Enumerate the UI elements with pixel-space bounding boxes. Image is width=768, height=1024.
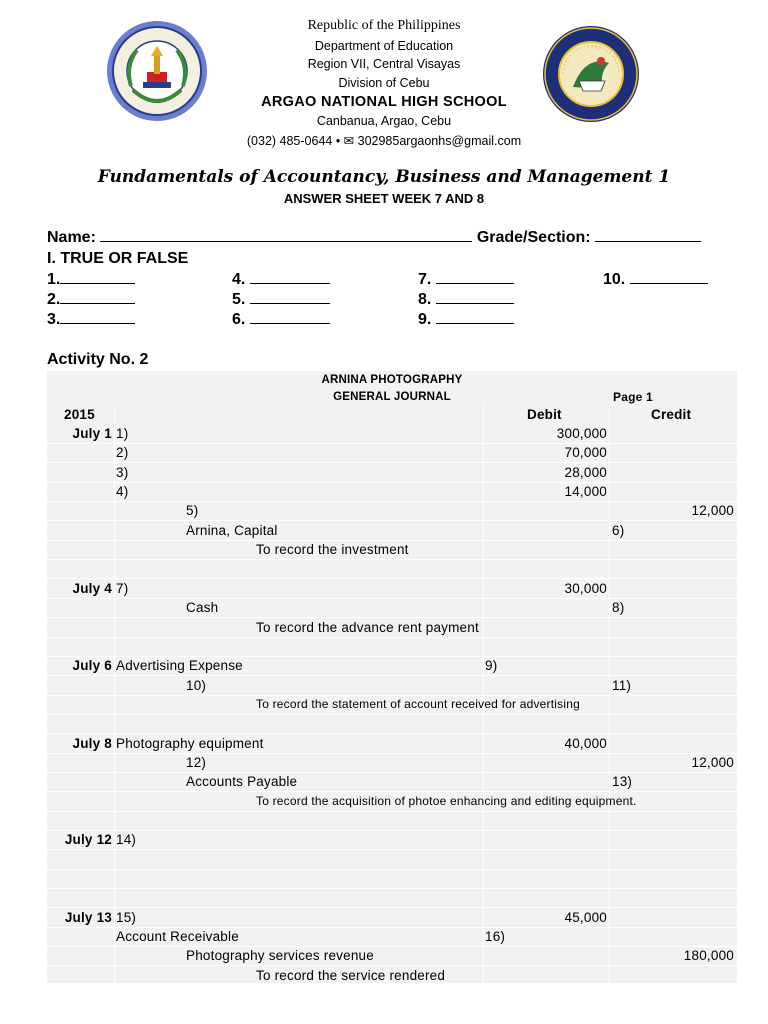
journal-account: To record the statement of account received for advertising: [256, 696, 580, 711]
division-seal-logo: [539, 25, 643, 123]
journal-date: July 1: [72, 426, 112, 441]
tf-item-2: 2.: [47, 291, 135, 309]
tf-item-5: 5.: [232, 291, 330, 309]
activity-heading: Activity No. 2: [47, 351, 149, 368]
document-title: Fundamentals of Accountancy, Business and Management 1: [97, 167, 671, 187]
journal-year: 2015: [64, 407, 95, 422]
department-line: Department of Education: [314, 39, 454, 53]
journal-account: Advertising Expense: [116, 658, 243, 674]
journal-credit: 8): [612, 600, 625, 616]
journal-row: [47, 772, 737, 792]
journal-debit: 300,000: [556, 426, 607, 441]
journal-debit: 70,000: [564, 445, 607, 461]
tf-answer-field[interactable]: [60, 291, 135, 304]
tf-answer-field[interactable]: [60, 311, 135, 324]
journal-account: Cash: [186, 600, 219, 616]
journal-row: [47, 463, 737, 483]
journal-account: Photography equipment: [116, 735, 264, 751]
journal-row: [47, 830, 737, 850]
journal-credit: 180,000: [683, 948, 734, 964]
document-subtitle: ANSWER SHEET WEEK 7 AND 8: [283, 191, 485, 206]
journal-account: 10): [186, 677, 207, 693]
journal-row: [47, 908, 737, 928]
journal-account: Account Receivable: [116, 929, 239, 945]
journal-account: 2): [116, 445, 129, 461]
tf-answer-field[interactable]: [250, 291, 330, 304]
journal-account: 3): [116, 464, 129, 480]
journal-row: [47, 714, 737, 734]
tf-item-6: 6.: [232, 311, 330, 329]
journal-row: [47, 850, 737, 870]
journal-account: Arnina, Capital: [186, 522, 278, 538]
journal-credit: 11): [612, 677, 632, 693]
journal-row: [47, 869, 737, 889]
journal-credit: 6): [612, 522, 625, 538]
tf-item-10: 10.: [603, 271, 708, 289]
tf-answer-field[interactable]: [436, 271, 514, 284]
tf-item-9: 9.: [418, 311, 514, 329]
journal-credit: 12,000: [691, 503, 734, 519]
tf-answer-field[interactable]: [250, 311, 330, 324]
journal-account: 12): [186, 754, 207, 770]
grade-section-field[interactable]: [595, 229, 701, 242]
tf-answer-field[interactable]: [630, 271, 708, 284]
journal-account: Photography services revenue: [186, 948, 374, 964]
tf-answer-field[interactable]: [436, 291, 514, 304]
journal-page: Page 1: [613, 390, 653, 404]
journal-row: [47, 424, 737, 444]
journal-row: [47, 888, 737, 908]
credit-header: Credit: [651, 407, 692, 422]
journal-account: 1): [116, 426, 129, 441]
journal-account: To record the service rendered: [256, 967, 446, 983]
journal-row: [47, 637, 737, 657]
journal-date: July 13: [64, 909, 112, 925]
journal-credit: 13): [612, 774, 633, 790]
school-name: ARGAO NATIONAL HIGH SCHOOL: [261, 94, 507, 110]
journal-account: To record the acquisition of photoe enhancing and editing equipment.: [256, 793, 637, 808]
tf-item-8: 8.: [418, 291, 514, 309]
journal-credit: 12,000: [691, 754, 734, 770]
tf-answer-field[interactable]: [436, 311, 514, 324]
school-contact: (032) 485-0644 • ✉ 302985argaonhs@gmail.com: [246, 134, 522, 148]
general-journal-table: [47, 371, 737, 983]
journal-account: 4): [116, 484, 129, 500]
journal-account: 7): [116, 580, 129, 596]
journal-date: July 4: [72, 580, 112, 596]
journal-account: Accounts Payable: [186, 774, 298, 790]
journal-date: July 6: [72, 658, 112, 674]
journal-debit: 30,000: [564, 580, 607, 596]
journal-account: To record the investment: [256, 542, 409, 558]
journal-debit: 16): [485, 929, 506, 945]
tf-answer-field[interactable]: [250, 271, 330, 284]
tf-item-3: 3.: [47, 311, 135, 329]
journal-debit: 14,000: [564, 484, 607, 500]
school-address: Canbanua, Argao, Cebu: [316, 114, 452, 128]
journal-row: [47, 559, 737, 579]
tf-answer-field[interactable]: [60, 271, 135, 284]
journal-title: GENERAL JOURNAL: [333, 391, 451, 403]
tf-item-7: 7.: [418, 271, 514, 289]
journal-debit: 40,000: [564, 735, 607, 751]
journal-row: [47, 579, 737, 599]
region-line: Region VII, Central Visayas: [307, 57, 461, 71]
tf-item-4: 4.: [232, 271, 330, 289]
journal-debit: 28,000: [564, 464, 607, 480]
journal-debit: 9): [485, 658, 498, 674]
journal-account: To record the advance rent payment: [256, 619, 479, 635]
true-false-heading: I. TRUE OR FALSE: [47, 250, 189, 267]
journal-account: 14): [116, 832, 137, 848]
name-grade-line: [47, 229, 701, 247]
journal-debit: 45,000: [564, 909, 607, 925]
journal-date: July 8: [72, 735, 112, 751]
journal-row: [47, 676, 737, 696]
journal-account: 5): [186, 503, 199, 519]
journal-date: July 12: [64, 832, 112, 848]
debit-header: Debit: [527, 407, 562, 422]
grade-section-label: Grade/Section:: [476, 229, 591, 246]
journal-row: [47, 482, 737, 502]
journal-account: 15): [116, 909, 137, 925]
journal-row: [47, 598, 737, 618]
journal-row: [47, 443, 737, 463]
division-line: Division of Cebu: [338, 76, 430, 90]
name-label: Name:: [47, 229, 96, 246]
name-field[interactable]: [100, 229, 472, 242]
tf-item-1: 1.: [47, 271, 135, 289]
journal-row: [47, 521, 737, 541]
journal-company: ARNINA PHOTOGRAPHY: [321, 374, 463, 386]
journal-row: [47, 811, 737, 831]
republic-line: Republic of the Philippines: [307, 18, 461, 33]
